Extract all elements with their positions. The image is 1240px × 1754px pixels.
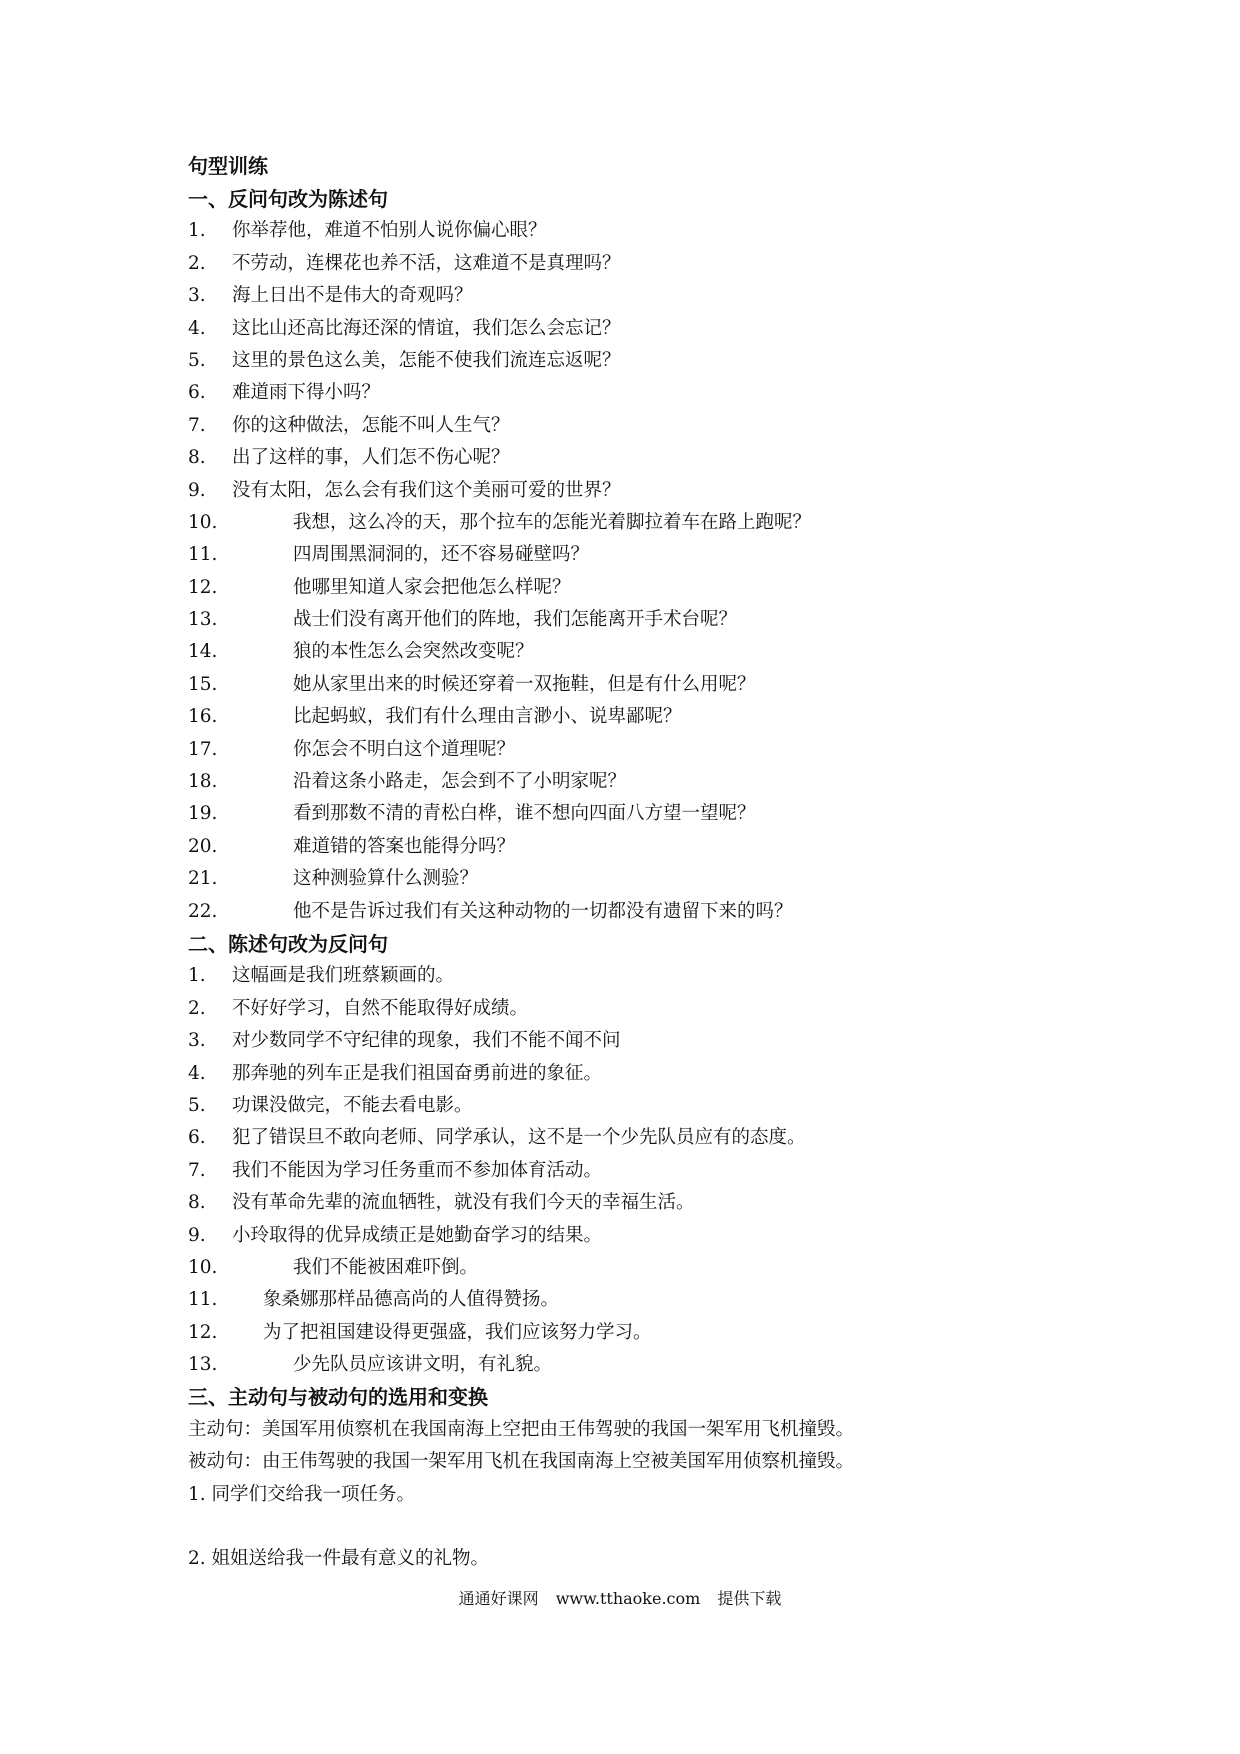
item-number: 22.: [188, 900, 218, 922]
list-item: [188, 960, 1168, 992]
list-item: [188, 1090, 1168, 1122]
page-footer: [0, 1588, 1240, 1610]
item-number: 10.: [188, 1256, 218, 1278]
list-item: [188, 215, 1168, 247]
item-number: 2.: [188, 252, 206, 274]
question-item: 1. 同学们交给我一项任务。: [188, 1483, 416, 1505]
item-number: 19.: [188, 803, 218, 825]
item-number: 6.: [188, 1127, 206, 1149]
item-number: 13.: [188, 1354, 218, 1376]
item-number: 8.: [188, 447, 206, 469]
item-text: 我们不能因为学习任务重而不参加体育活动。: [232, 1159, 603, 1181]
item-text: 这里的景色这么美，怎能不使我们流连忘返呢？: [232, 349, 621, 371]
item-text: 这幅画是我们班蔡颖画的。: [232, 965, 455, 987]
list-item: [188, 701, 1168, 733]
section-heading-1: 一、反问句改为陈述句: [188, 187, 388, 211]
item-number: 5.: [188, 349, 206, 371]
list-item: [188, 1252, 1168, 1284]
list-item: [188, 1284, 1168, 1316]
list-item: [188, 993, 1168, 1025]
item-number: 4.: [188, 317, 206, 339]
page-title: 句型训练: [188, 154, 268, 178]
item-number: 11.: [188, 1289, 218, 1311]
item-number: 9.: [188, 479, 206, 501]
item-number: 8.: [188, 1192, 206, 1214]
list-item: [188, 345, 1168, 377]
item-text: 少先队员应该讲文明，有礼貌。: [293, 1354, 553, 1376]
list-item: [188, 669, 1168, 701]
item-text: 战士们没有离开他们的阵地，我们怎能离开手术台呢？: [293, 609, 738, 631]
item-number: 1.: [188, 965, 206, 987]
item-number: 5.: [188, 1094, 206, 1116]
footer-url: www.tthaoke.com: [555, 1589, 701, 1608]
question-list-2: [188, 960, 1168, 1381]
item-number: 10.: [188, 511, 218, 533]
item-text: 犯了错误旦不敢向老师、同学承认，这不是一个少先队员应有的态度。: [232, 1127, 806, 1149]
item-text: 狼的本性怎么会突然改变呢？: [293, 641, 534, 663]
item-number: 17.: [188, 738, 218, 760]
item-number: 2.: [188, 997, 206, 1019]
list-item: [188, 734, 1168, 766]
answer-space: [188, 1511, 1168, 1543]
item-text: 这种测验算什么测验？: [293, 868, 479, 890]
item-number: 9.: [188, 1224, 206, 1246]
item-text: 象桑娜那样品德高尚的人值得赞扬。: [263, 1289, 560, 1311]
list-item: [188, 410, 1168, 442]
item-text: 小玲取得的优异成绩正是她勤奋学习的结果。: [232, 1224, 603, 1246]
item-text: 沿着这条小路走，怎会到不了小明家呢？: [293, 771, 627, 793]
list-item: [188, 766, 1168, 798]
item-text: 功课没做完，不能去看电影。: [232, 1094, 473, 1116]
item-number: 12.: [188, 576, 218, 598]
list-item: [188, 1122, 1168, 1154]
item-number: 1.: [188, 220, 206, 242]
item-text: 你怎会不明白这个道理呢？: [293, 738, 516, 760]
section-heading-2: 二、陈述句改为反问句: [188, 931, 388, 956]
item-number: 3.: [188, 285, 206, 307]
item-number: 13.: [188, 609, 218, 631]
item-number: 20.: [188, 835, 218, 857]
item-number: 7.: [188, 414, 206, 436]
item-text: 你举荐他，难道不怕别人说你偏心眼？: [232, 220, 547, 242]
item-text: 比起蚂蚁，我们有什么理由言渺小、说卑鄙呢？: [293, 706, 682, 728]
list-item: [188, 475, 1168, 507]
list-item: [188, 636, 1168, 668]
item-text: 不好好学习，自然不能取得好成绩。: [232, 997, 529, 1019]
list-item: [188, 798, 1168, 830]
item-number: 4.: [188, 1062, 206, 1084]
item-text: 看到那数不清的青松白桦，谁不想向四面八方望一望呢？: [293, 803, 756, 825]
list-item: [188, 442, 1168, 474]
list-item: [188, 1349, 1168, 1381]
item-text: 对少数同学不守纪律的现象，我们不能不闻不问: [232, 1030, 621, 1052]
item-number: 15.: [188, 673, 218, 695]
list-item: [188, 896, 1168, 928]
list-item: [188, 863, 1168, 895]
list-item: [188, 539, 1168, 571]
list-item: [188, 248, 1168, 280]
item-text: 这比山还高比海还深的情谊，我们怎么会忘记？: [232, 317, 621, 339]
item-number: 21.: [188, 868, 218, 890]
item-text: 你的这种做法，怎能不叫人生气？: [232, 414, 510, 436]
item-text: 不劳动，连棵花也养不活，这难道不是真理吗？: [232, 252, 621, 274]
worksheet: [188, 150, 1168, 1576]
item-text: 出了这样的事，人们怎不伤心呢？: [232, 447, 510, 469]
item-text: 为了把祖国建设得更强盛，我们应该努力学习。: [263, 1321, 652, 1343]
item-text: 没有革命先辈的流血牺牲，就没有我们今天的幸福生活。: [232, 1192, 695, 1214]
item-number: 7.: [188, 1159, 206, 1181]
item-text: 他不是告诉过我们有关这种动物的一切都没有遗留下来的吗？: [293, 900, 793, 922]
item-number: 16.: [188, 706, 218, 728]
question-list-1: [188, 215, 1168, 928]
passive-sentence-example: 被动句：由王伟驾驶的我国一架军用飞机在我国南海上空被美国军用侦察机撞毁。: [188, 1451, 855, 1473]
item-text: 四周围黑洞洞的，还不容易碰壁吗？: [293, 544, 590, 566]
item-number: 18.: [188, 771, 218, 793]
item-text: 难道错的答案也能得分吗？: [293, 835, 516, 857]
list-item: [188, 313, 1168, 345]
item-text: 他哪里知道人家会把他怎么样呢？: [293, 576, 571, 598]
list-item: [188, 604, 1168, 636]
item-text: 难道雨下得小吗？: [232, 382, 381, 404]
list-item: [188, 507, 1168, 539]
list-item: [188, 1220, 1168, 1252]
list-item: [188, 280, 1168, 312]
item-number: 11.: [188, 544, 218, 566]
list-item: [188, 377, 1168, 409]
footer-note: 提供下载: [717, 1589, 782, 1608]
list-item: [188, 1025, 1168, 1057]
item-number: 3.: [188, 1030, 206, 1052]
item-text: 海上日出不是伟大的奇观吗？: [232, 285, 473, 307]
question-item: 2. 姐姐送给我一件最有意义的礼物。: [188, 1548, 490, 1570]
list-item: [188, 1317, 1168, 1349]
list-item: [188, 1155, 1168, 1187]
list-item: [188, 831, 1168, 863]
item-text: 那奔驰的列车正是我们祖国奋勇前进的象征。: [232, 1062, 603, 1084]
active-sentence-example: 主动句：美国军用侦察机在我国南海上空把由王伟驾驶的我国一架军用飞机撞毁。: [188, 1418, 855, 1440]
list-item: [188, 1187, 1168, 1219]
item-number: 12.: [188, 1321, 218, 1343]
item-text: 我想，这么冷的天，那个拉车的怎能光着脚拉着车在路上跑呢？: [293, 511, 812, 533]
item-text: 她从家里出来的时候还穿着一双拖鞋，但是有什么用呢？: [293, 673, 756, 695]
section-heading-3: 三、主动句与被动句的选用和变换: [188, 1385, 488, 1410]
list-item: [188, 572, 1168, 604]
item-number: 6.: [188, 382, 206, 404]
item-text: 我们不能被困难吓倒。: [293, 1256, 479, 1278]
item-number: 14.: [188, 641, 218, 663]
list-item: [188, 1058, 1168, 1090]
item-text: 没有太阳，怎么会有我们这个美丽可爱的世界？: [232, 479, 621, 501]
footer-site-name: 通通好课网: [458, 1589, 539, 1608]
